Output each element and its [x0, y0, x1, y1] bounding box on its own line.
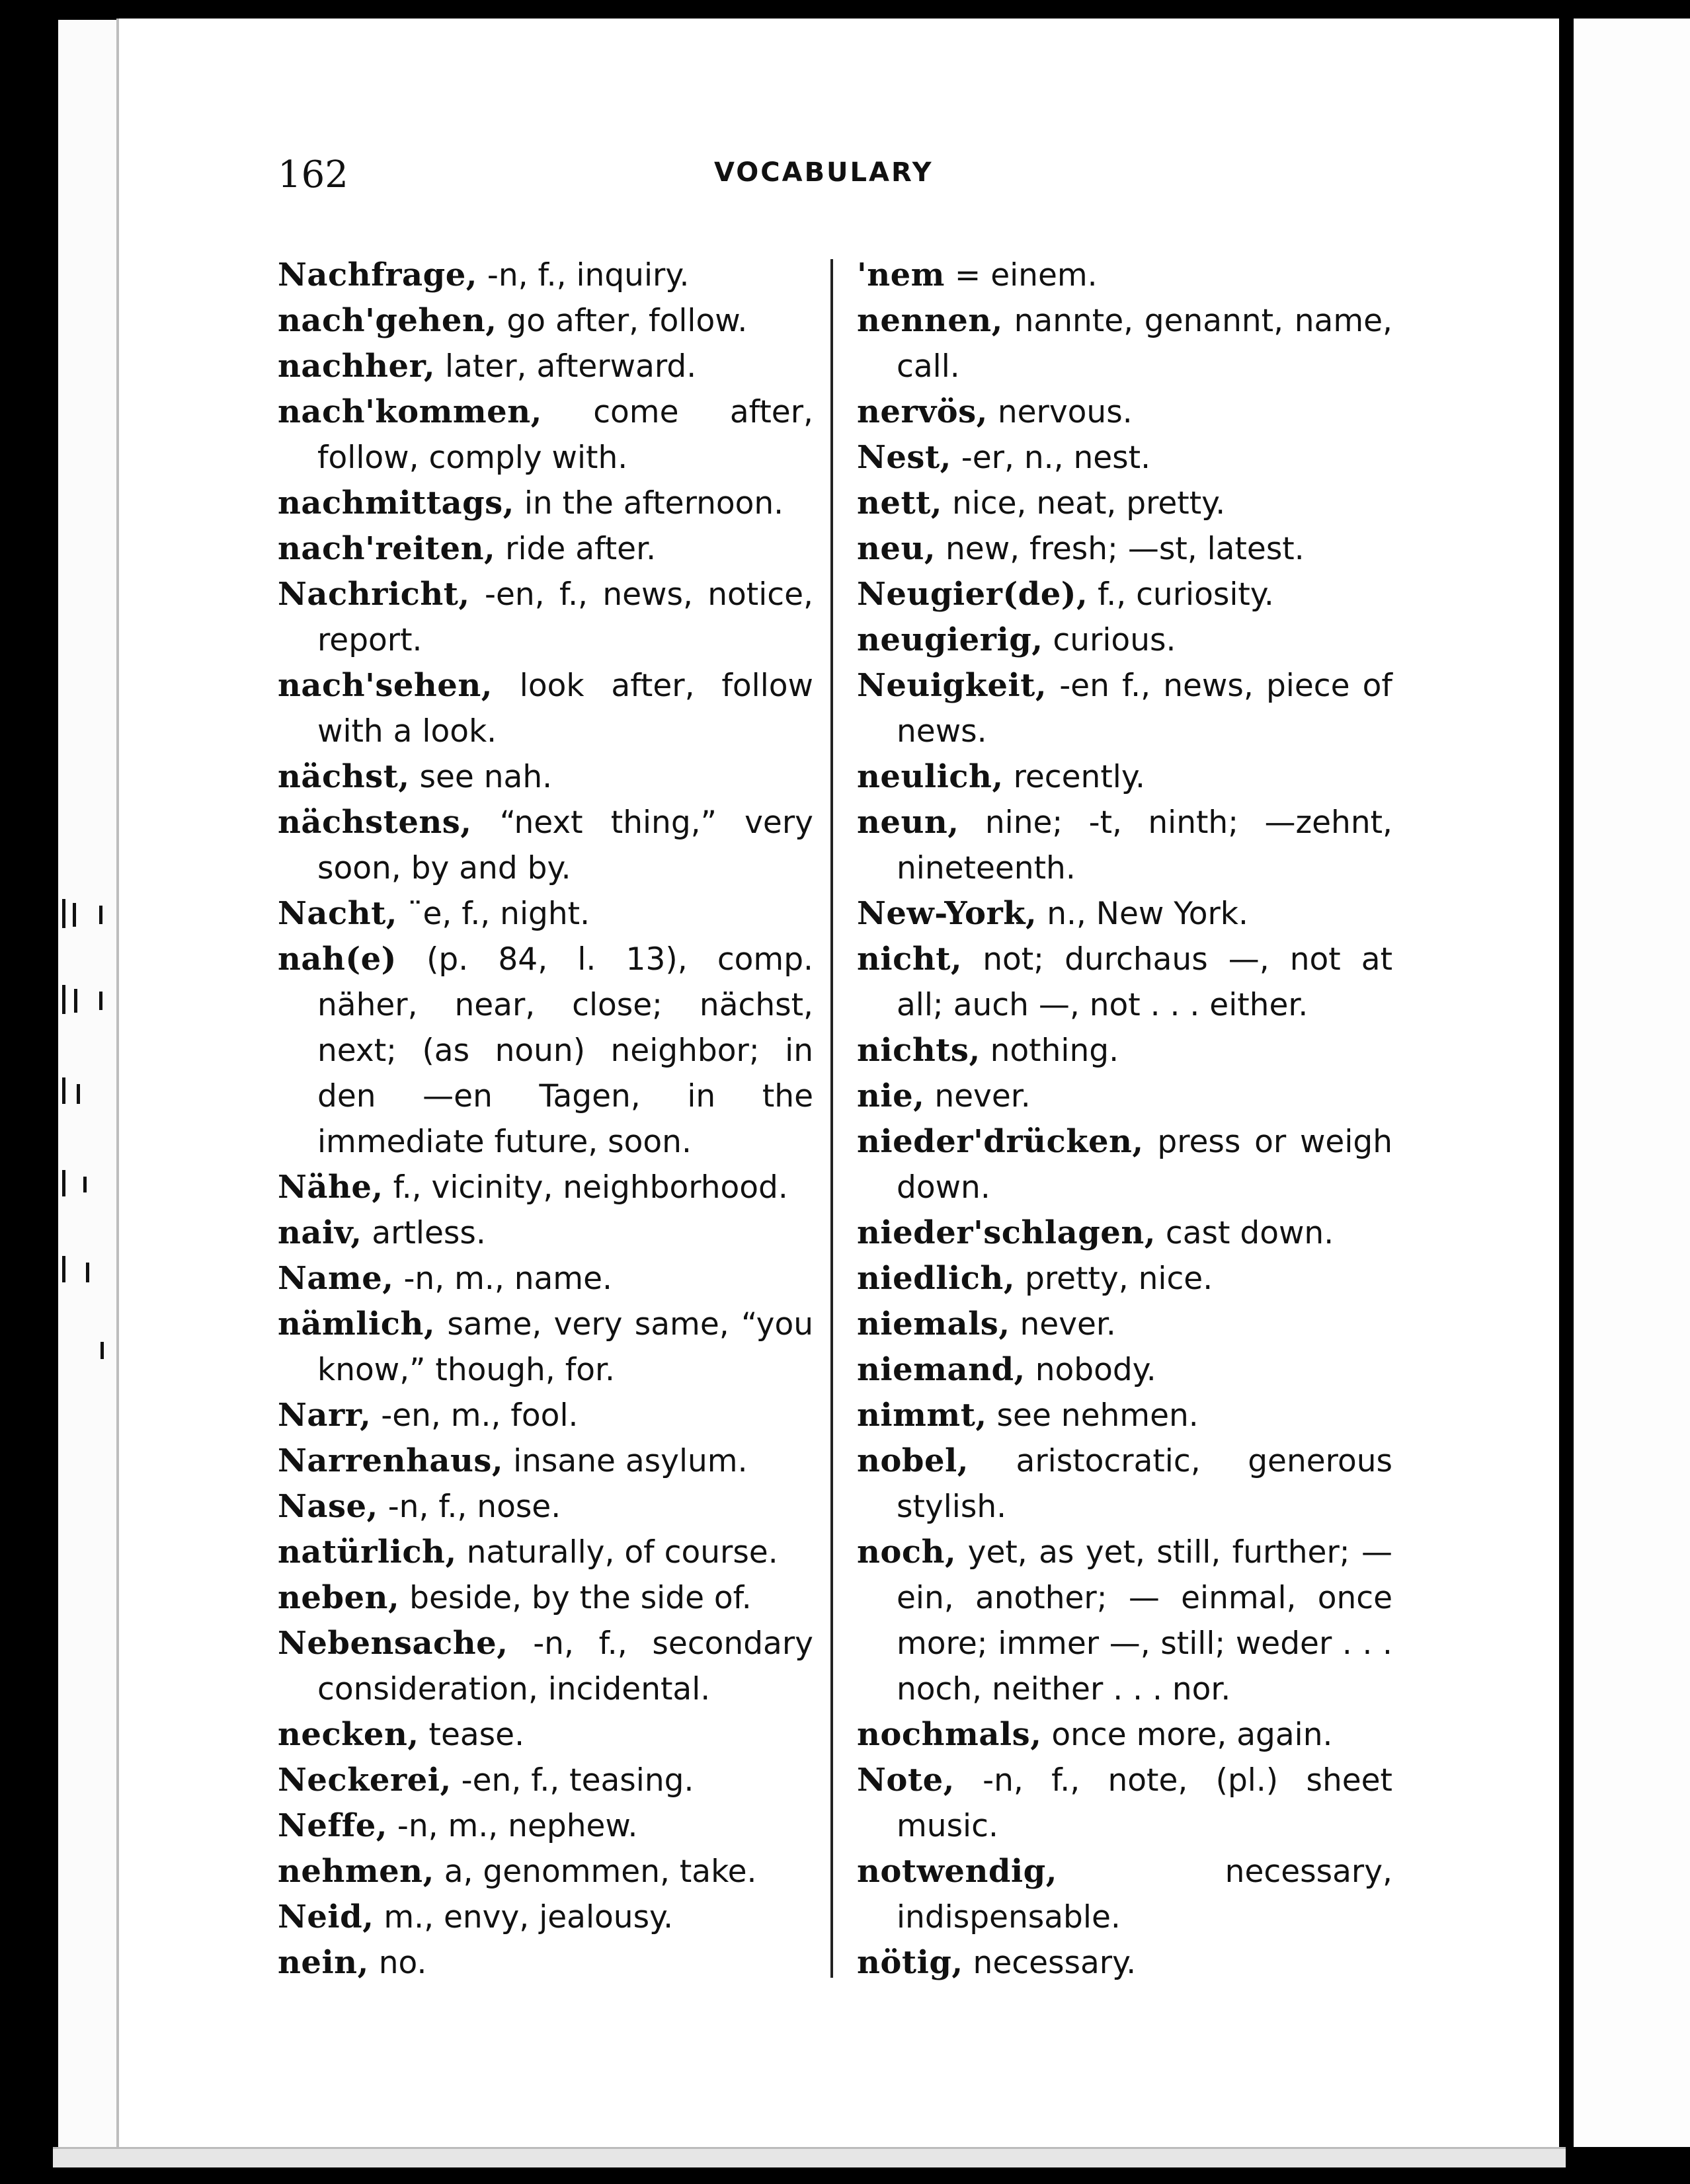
entry-headword: nein,: [278, 1944, 369, 1981]
vocabulary-entry: [857, 663, 1392, 754]
page-number: 162: [278, 153, 348, 196]
margin-mark: [74, 989, 77, 1013]
entry-headword: neun,: [857, 804, 959, 841]
entry-definition: nobody.: [1035, 1352, 1156, 1388]
entry-headword: Name,: [278, 1260, 394, 1297]
vocabulary-entry: [278, 800, 813, 891]
entry-definition: f., curiosity.: [1098, 576, 1274, 613]
vocabulary-entry: [857, 1028, 1392, 1073]
vocabulary-entry: [278, 344, 813, 389]
margin-mark: [62, 985, 65, 1014]
entry-headword: Neugier(de),: [857, 576, 1088, 613]
vocabulary-entry: [278, 298, 813, 344]
vocabulary-entry: [278, 1530, 813, 1575]
entry-definition: ¨e, f., night.: [407, 896, 590, 932]
entry-definition: come after, follow, comply with.: [317, 394, 813, 476]
entry-definition: see nehmen.: [996, 1397, 1199, 1434]
entry-headword: neben,: [278, 1579, 400, 1616]
entry-headword: neu,: [857, 530, 936, 567]
entry-definition: insane asylum.: [513, 1443, 748, 1479]
entry-headword: nach'sehen,: [278, 667, 493, 704]
vocabulary-entry: [857, 1073, 1392, 1119]
entry-definition: -en, m., fool.: [381, 1397, 579, 1434]
entry-headword: Neuigkeit,: [857, 667, 1047, 704]
entry-definition: -en, f., teasing.: [461, 1762, 694, 1799]
entry-headword: Nachricht,: [278, 576, 470, 613]
vocabulary-entry: [857, 1438, 1392, 1530]
entry-definition: never.: [1020, 1306, 1116, 1343]
entry-definition: press or weigh down.: [897, 1124, 1392, 1206]
entry-definition: not; durchaus —, not at all; auch —, not . . . either.: [897, 941, 1392, 1023]
entry-definition: artless.: [372, 1215, 486, 1251]
entry-headword: nicht,: [857, 941, 963, 978]
entry-definition: nine; -t, ninth; —zehnt, nineteenth.: [897, 804, 1392, 886]
vocabulary-entry: [278, 526, 813, 572]
entry-definition: necessary, indispensable.: [897, 1853, 1392, 1935]
entry-definition: same, very same, “you know,” though, for.: [317, 1306, 813, 1388]
vocabulary-column-left: [278, 253, 813, 1986]
entry-definition: -en f., news, piece of news.: [897, 668, 1392, 750]
vocabulary-entry: [278, 1712, 813, 1758]
entry-headword: nächstens,: [278, 804, 472, 841]
entry-headword: Neffe,: [278, 1807, 387, 1844]
vocabulary-entry: [278, 1438, 813, 1484]
vocabulary-entry: [857, 800, 1392, 891]
vocabulary-entry: [278, 253, 813, 298]
margin-mark: [77, 1084, 80, 1104]
entry-headword: nie,: [857, 1077, 925, 1114]
vocabulary-entry: [857, 389, 1392, 435]
vocabulary-entry: [278, 663, 813, 754]
vocabulary-entry: [857, 298, 1392, 389]
entry-definition: necessary.: [973, 1945, 1137, 1981]
vocabulary-entry: [857, 1347, 1392, 1393]
entry-definition: nothing.: [990, 1033, 1119, 1069]
entry-definition: tease.: [428, 1717, 525, 1753]
vocabulary-entry: [857, 754, 1392, 800]
vocabulary-entry: [857, 1210, 1392, 1256]
vocabulary-entry: [278, 937, 813, 1165]
entry-headword: nehmen,: [278, 1853, 434, 1890]
entry-headword: Narr,: [278, 1397, 372, 1434]
page-bottom-edge: [53, 2147, 1574, 2167]
entry-definition: recently.: [1013, 759, 1145, 795]
entry-definition: beside, by the side of.: [409, 1580, 752, 1616]
entry-definition: -n, f., note, (pl.) sheet music.: [897, 1762, 1392, 1844]
entry-definition: = einem.: [954, 257, 1098, 293]
entry-headword: nett,: [857, 485, 942, 522]
vocabulary-entry: [278, 1302, 813, 1393]
entry-headword: noch,: [857, 1534, 957, 1571]
entry-definition: curious.: [1053, 622, 1176, 658]
margin-mark: [83, 1177, 87, 1192]
entry-headword: nimmt,: [857, 1397, 987, 1434]
vocabulary-entry: [278, 1849, 813, 1894]
vocabulary-entry: [857, 1302, 1392, 1347]
margin-mark: [62, 899, 65, 928]
entry-headword: neulich,: [857, 758, 1004, 795]
entry-definition: a, genommen, take.: [444, 1853, 757, 1890]
vocabulary-entry: [278, 1803, 813, 1849]
entry-definition: -en, f., news, notice, report.: [317, 576, 813, 658]
margin-mark: [73, 903, 76, 927]
entry-headword: nach'kommen,: [278, 393, 542, 430]
entry-headword: nächst,: [278, 758, 410, 795]
entry-definition: f., vicinity, neighborhood.: [393, 1169, 788, 1206]
entry-definition: ride after.: [505, 531, 657, 567]
entry-definition: aristocratic, generous stylish.: [897, 1443, 1392, 1525]
entry-headword: nieder'schlagen,: [857, 1214, 1156, 1251]
entry-definition: nice, neat, pretty.: [951, 485, 1226, 522]
margin-mark: [62, 1170, 65, 1196]
entry-headword: nachher,: [278, 348, 436, 385]
entry-definition: n., New York.: [1047, 896, 1248, 932]
vocabulary-entry: [857, 891, 1392, 937]
entry-headword: nochmals,: [857, 1716, 1042, 1753]
vocabulary-entry: [278, 389, 813, 481]
entry-definition: later, afterward.: [445, 348, 697, 385]
entry-headword: notwendig,: [857, 1853, 1057, 1890]
entry-headword: Nachfrage,: [278, 256, 477, 293]
vocabulary-entry: [857, 1758, 1392, 1849]
vocabulary-entry: [278, 1621, 813, 1712]
entry-headword: natürlich,: [278, 1534, 457, 1571]
entry-definition: -n, m., name.: [403, 1261, 612, 1297]
entry-definition: go after, follow.: [506, 303, 748, 339]
vocabulary-entry: [857, 435, 1392, 481]
entry-headword: niedlich,: [857, 1260, 1016, 1297]
vocabulary-column-right: [857, 253, 1392, 1986]
vocabulary-entry: [857, 481, 1392, 526]
entry-headword: nachmittags,: [278, 485, 514, 522]
margin-mark: [99, 992, 102, 1010]
vocabulary-entry: [278, 1165, 813, 1210]
entry-definition: -er, n., nest.: [961, 440, 1151, 476]
running-title: VOCABULARY: [714, 157, 934, 188]
margin-mark: [62, 1077, 65, 1104]
entry-headword: Nase,: [278, 1488, 378, 1525]
vocabulary-entry: [278, 1940, 813, 1986]
entry-headword: neugierig,: [857, 621, 1043, 658]
vocabulary-entry: [278, 572, 813, 663]
entry-headword: Narrenhaus,: [278, 1442, 504, 1479]
entry-definition: see nah.: [419, 759, 553, 795]
entry-headword: nötig,: [857, 1944, 963, 1981]
entry-definition: nervous.: [997, 394, 1133, 430]
margin-mark: [99, 906, 102, 924]
vocabulary-entry: [278, 1894, 813, 1940]
vocabulary-entry: [857, 253, 1392, 298]
entry-definition: new, fresh; —st, latest.: [946, 531, 1305, 567]
entry-headword: nichts,: [857, 1032, 981, 1069]
entry-definition: yet, as yet, still, further; — ein, another; — einmal, once more; immer —, still; weder . . . noch, neither . . . nor.: [897, 1534, 1392, 1707]
vocabulary-entry: [857, 572, 1392, 617]
vocabulary-entry: [857, 1530, 1392, 1712]
entry-headword: naiv,: [278, 1214, 362, 1251]
entry-headword: 'nem: [857, 256, 945, 293]
entry-headword: nobel,: [857, 1442, 969, 1479]
entry-definition: -n, f., nose.: [387, 1489, 561, 1525]
entry-definition: cast down.: [1165, 1215, 1334, 1251]
vocabulary-entry: [857, 1712, 1392, 1758]
vocabulary-entry: [278, 1393, 813, 1438]
entry-headword: nennen,: [857, 302, 1003, 339]
entry-definition: naturally, of course.: [466, 1534, 778, 1571]
entry-definition: -n, f., inquiry.: [487, 257, 690, 293]
vocabulary-entry: [278, 754, 813, 800]
vocabulary-entry: [857, 1849, 1392, 1940]
vocabulary-entry: [278, 1575, 813, 1621]
entry-headword: niemals,: [857, 1306, 1010, 1343]
column-divider: [830, 259, 833, 1978]
entry-headword: Nebensache,: [278, 1625, 508, 1662]
entry-headword: Nähe,: [278, 1169, 383, 1206]
vocabulary-entry: [278, 1210, 813, 1256]
entry-definition: once more, again.: [1051, 1717, 1333, 1753]
entry-headword: nervös,: [857, 393, 988, 430]
vocabulary-entry: [857, 1256, 1392, 1302]
vocabulary-entry: [278, 1758, 813, 1803]
entry-headword: nach'reiten,: [278, 530, 496, 567]
entry-headword: Note,: [857, 1762, 955, 1799]
entry-headword: nämlich,: [278, 1306, 436, 1343]
vocabulary-entry: [278, 1256, 813, 1302]
vocabulary-entry: [278, 481, 813, 526]
vocabulary-entry: [278, 1484, 813, 1530]
facing-page-edge: [1574, 19, 1690, 2147]
entry-definition: look after, follow with a look.: [317, 668, 813, 750]
entry-definition: m., envy, jealousy.: [383, 1899, 674, 1935]
margin-mark: [62, 1256, 65, 1282]
entry-headword: Nacht,: [278, 895, 397, 932]
entry-headword: Neckerei,: [278, 1762, 452, 1799]
entry-definition: never.: [934, 1078, 1031, 1114]
vocabulary-entry: [857, 1393, 1392, 1438]
page-header: [278, 153, 1388, 206]
vocabulary-entry: [857, 1940, 1392, 1986]
vocabulary-entry: [278, 891, 813, 937]
entry-headword: nach'gehen,: [278, 302, 497, 339]
entry-definition: -n, f., secondary consideration, incidental.: [317, 1625, 813, 1707]
vocabulary-entry: [857, 937, 1392, 1028]
entry-definition: -n, m., nephew.: [397, 1808, 638, 1844]
entry-definition: pretty, nice.: [1025, 1261, 1213, 1297]
entry-definition: in the afternoon.: [524, 485, 784, 522]
entry-definition: (p. 84, l. 13), comp. näher, near, close; nächst, next; (as noun) neighbor; in den —en Tagen, in the immediate future, soon.: [317, 941, 813, 1160]
entry-definition: “next thing,” very soon, by and by.: [317, 804, 813, 886]
entry-headword: nieder'drücken,: [857, 1123, 1144, 1160]
entry-headword: necken,: [278, 1716, 419, 1753]
vocabulary-entry: [857, 526, 1392, 572]
entry-headword: niemand,: [857, 1351, 1026, 1388]
entry-headword: New-York,: [857, 895, 1037, 932]
entry-definition: no.: [378, 1945, 427, 1981]
entry-headword: nah(e): [278, 941, 397, 978]
margin-mark: [86, 1263, 89, 1282]
entry-headword: Nest,: [857, 439, 951, 476]
entry-definition: nannte, genannt, name, call.: [897, 303, 1392, 385]
margin-mark: [101, 1342, 104, 1359]
entry-headword: Neid,: [278, 1898, 374, 1935]
vocabulary-entry: [857, 617, 1392, 663]
vocabulary-entry: [857, 1119, 1392, 1210]
